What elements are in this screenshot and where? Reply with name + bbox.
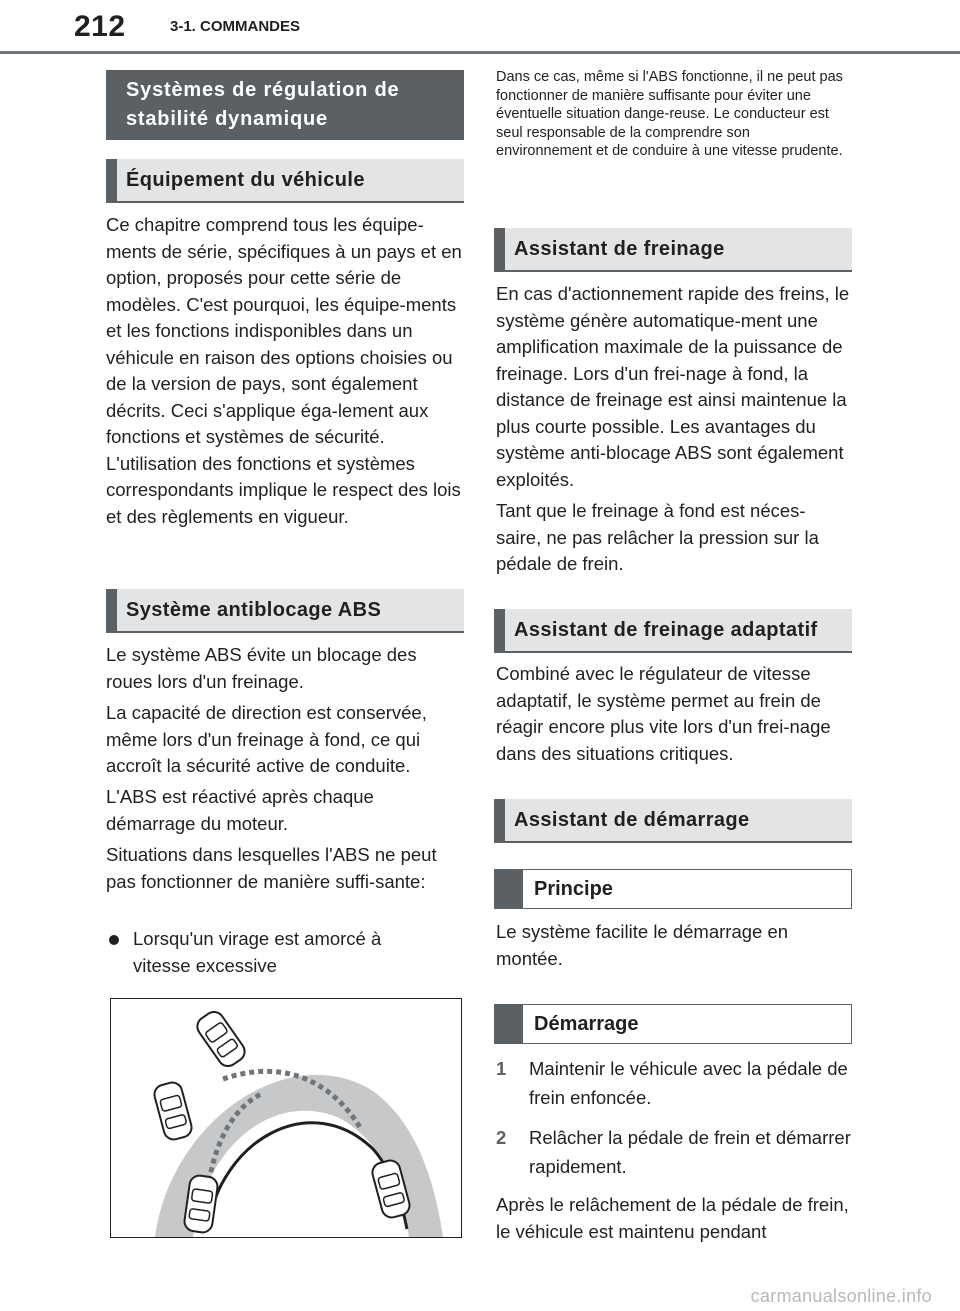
section-heading-text: Assistant de freinage adaptatif — [514, 618, 818, 641]
abs-curve-illustration — [110, 998, 462, 1238]
step-text: Maintenir le véhicule avec la pédale de frein enfoncée. — [529, 1058, 848, 1108]
main-heading — [106, 70, 464, 140]
step-number: 1 — [496, 1058, 507, 1079]
brake-assist-paragraph-1: En cas d'actionnement rapide des freins, le système génère automatique-ment une amplification maximale de la puissance de freinage. Lors d'un frei-nage à fond, la distance de freinage est ainsi maintenue la plus courte possible. Les avantages du système anti-blocage ABS sont également exploités. — [496, 283, 850, 490]
section-heading-text: Système antiblocage ABS — [126, 598, 382, 621]
section-heading-adaptive-brake — [494, 609, 852, 653]
section-heading-text: Assistant de freinage — [514, 237, 725, 260]
equipement-paragraph: Ce chapitre comprend tous les équipe-ments de série, spécifiques à un pays et en option, proposés pour cette série de modèles. C'est pourquoi, les équipe-ments et les fonctions indisponibles dans un véhicule en raison des options choisies ou de la version de pays, sont également décrits. Ceci s'applique éga-lement aux fonctions et systèmes de sécurité. L'utilisation des fonctions et systèmes correspondants implique le respect des lois et des règlements en vigueur. — [106, 214, 462, 527]
subheading-text: Principe — [534, 877, 613, 900]
step-item-2 — [496, 1123, 885, 1181]
principle-paragraph: Le système facilite le démarrage en montée. — [496, 921, 789, 969]
subheading-principle — [494, 869, 852, 909]
car-top-icon — [193, 1008, 248, 1070]
abs-paragraph-3: L'ABS est réactivé après chaque démarrage du moteur. — [106, 786, 374, 834]
section-heading-text: Équipement du véhicule — [126, 168, 365, 191]
step-text: Relâcher la pédale de frein et démarrer rapidement. — [529, 1127, 851, 1177]
adaptive-brake-paragraph: Combiné avec le régulateur de vitesse adaptatif, le système permet au frein de réagir encore plus vite lors d'un frei-nage dans des situations critiques. — [496, 663, 831, 764]
curve-diagram — [111, 999, 461, 1237]
car-skid-icon — [152, 1080, 194, 1141]
abs-paragraph-4: Situations dans lesquelles l'ABS ne peut pas fonctionner de manière suffi-sante: — [106, 844, 437, 892]
step-number: 2 — [496, 1127, 507, 1148]
watermark-text: carmanualsonline.info — [750, 1286, 932, 1306]
abs-paragraph-1: Le système ABS évite un blocage des roues lors d'un freinage. — [106, 644, 417, 692]
abs-note: Dans ce cas, même si l'ABS fonctionne, il ne peut pas fonctionner de manière suffisante pour éviter une éventuelle situation dange-reuse. Le conducteur est seul responsable de la comprendre son environnement et de conduire à une vitesse prudente. — [496, 69, 843, 159]
subheading-start — [494, 1004, 852, 1044]
section-heading-brake-assist — [494, 228, 852, 272]
abs-paragraph-2: La capacité de direction est conservée, même lors d'un freinage à fond, ce qui accroît la sécurité active de conduite. — [106, 702, 427, 776]
section-heading-hill-start — [494, 799, 852, 843]
bullet-dot-icon — [109, 935, 119, 945]
brake-assist-paragraph-2: Tant que le freinage à fond est néces-saire, ne pas relâcher la pression sur la pédale de frein. — [496, 500, 819, 574]
step-item-1 — [496, 1054, 885, 1112]
header-divider — [0, 51, 960, 54]
page-number: 212 — [74, 10, 126, 43]
section-heading-equipement — [106, 159, 464, 203]
after-release-paragraph: Après le relâchement de la pédale de frein, le véhicule est maintenu pendant — [496, 1194, 849, 1242]
chapter-title: 3-1. COMMANDES — [170, 18, 301, 35]
subheading-text: Démarrage — [534, 1012, 639, 1035]
section-heading-abs — [106, 589, 464, 633]
section-heading-text: Assistant de démarrage — [514, 808, 750, 831]
main-heading-text: Systèmes de régulation de stabilité dynamique — [126, 79, 400, 130]
abs-bullet-item — [106, 926, 433, 979]
abs-bullet-text: Lorsqu'un virage est amorcé à vitesse excessive — [133, 928, 382, 976]
